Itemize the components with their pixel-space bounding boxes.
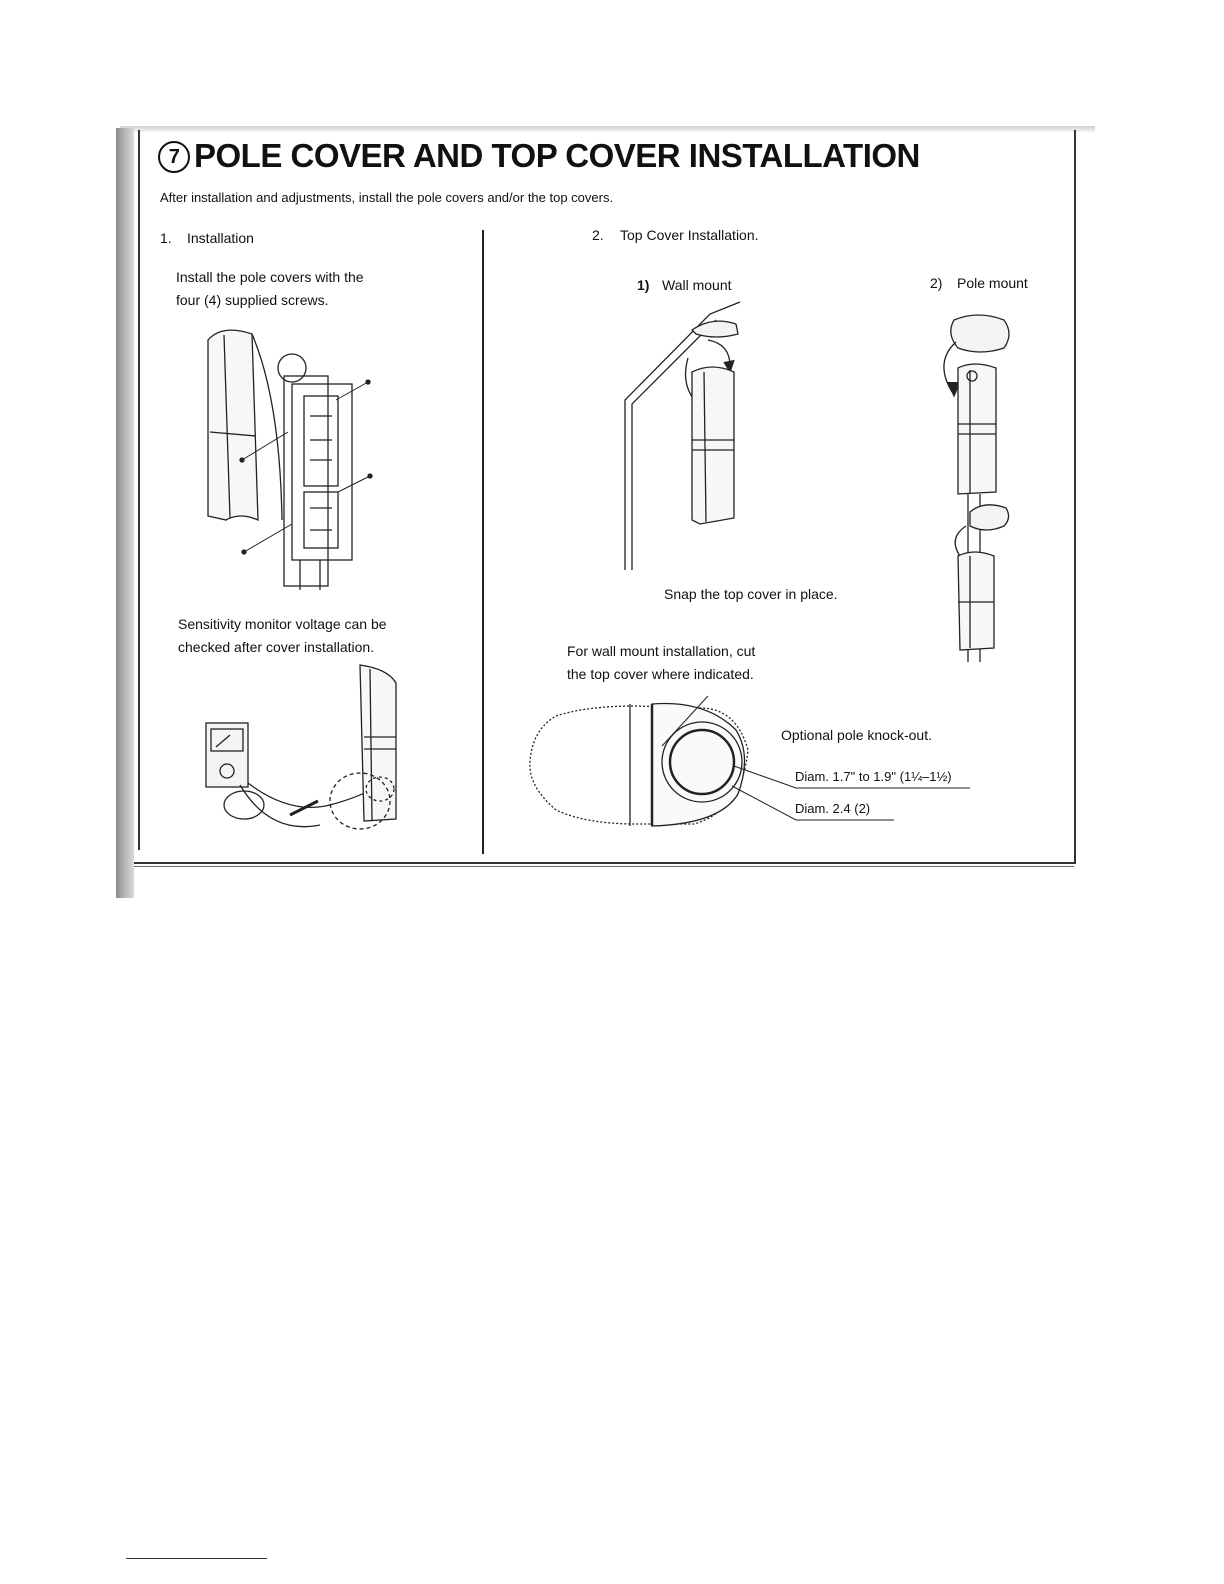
knockout-label: Optional pole knock-out. [781, 727, 932, 743]
installation-instruction-2: four (4) supplied screws. [176, 292, 329, 308]
pole-mount-illustration [930, 312, 1030, 677]
column-divider [482, 230, 484, 854]
top-cover-cut-diagram [526, 686, 976, 831]
cut-text-2: the top cover where indicated. [567, 666, 754, 682]
frame-bottom-rule [134, 866, 1074, 867]
wall-mount-illustration [620, 300, 760, 575]
wall-mount-label: Wall mount [662, 277, 732, 293]
footer-rule [126, 1558, 267, 1559]
pole-cover-illustration [200, 320, 400, 600]
scan-edge-left [116, 128, 134, 898]
pole-mount-label: Pole mount [957, 275, 1028, 291]
pole-mount-number: 2) [930, 275, 943, 291]
monitor-text-2: checked after cover installation. [178, 639, 375, 655]
cut-text-1: For wall mount installation, cut [567, 643, 756, 659]
page-title [158, 136, 920, 176]
installation-instruction-1: Install the pole covers with the [176, 269, 364, 285]
monitor-text-1: Sensitivity monitor voltage can be [178, 616, 387, 632]
frame-left-rule [138, 130, 140, 850]
installation-number: 1. [160, 230, 172, 246]
installation-heading: Installation [187, 230, 254, 246]
snap-text: Snap the top cover in place. [664, 586, 838, 602]
section-number: 7 [158, 141, 190, 173]
voltmeter-illustration [200, 665, 420, 845]
section-title: POLE COVER AND TOP COVER INSTALLATION [194, 137, 920, 174]
wall-mount-number: 1) [637, 277, 650, 293]
top-cover-heading: Top Cover Installation. [620, 227, 759, 243]
top-cover-number: 2. [592, 227, 604, 243]
diam-2-label: Diam. 2.4 (2) [795, 801, 871, 816]
diam-1-label: Diam. 1.7" to 1.9" (1¼–1½) [795, 769, 952, 784]
intro-text: After installation and adjustments, install the pole covers and/or the top covers. [160, 190, 614, 205]
